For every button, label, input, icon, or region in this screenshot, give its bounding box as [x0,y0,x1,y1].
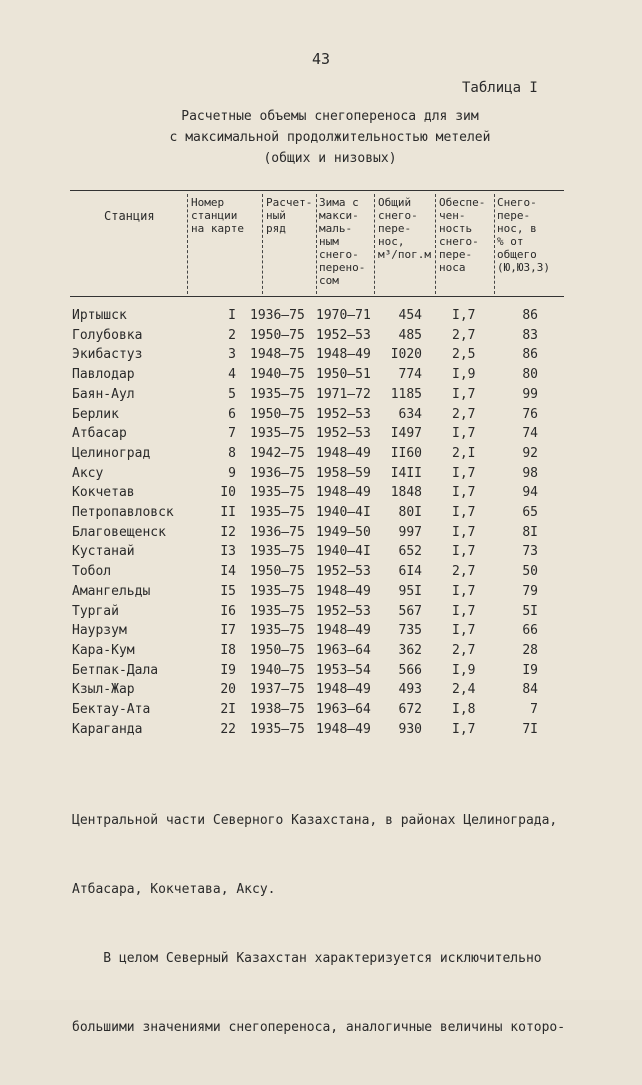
total-transfer-cell: 1185 [390,386,422,402]
station-number-cell: 9 [228,465,236,481]
share-cell: 65 [522,505,538,520]
station-cell: Кустанай [72,544,135,560]
max-winter-cell: 1953–54 [316,662,371,678]
table-title-line: (общих и низовых) [263,151,397,166]
total-transfer-cell: 634 [398,406,422,422]
total-transfer-cell: I020 [390,347,422,363]
calc-span-cell: 1935–75 [250,721,305,737]
total-transfer-cell: 80I [398,505,422,520]
station-number-cell: I3 [220,544,236,560]
calc-span-cell: 1935–75 [250,623,305,639]
provision-cell: I,7 [452,524,476,540]
max-winter-cell: 1952–53 [316,564,371,580]
table-row [0,604,642,624]
total-transfer-cell: 774 [398,367,422,383]
table-row [0,407,642,427]
calc-span-cell: 1936–75 [250,524,305,540]
body-paragraph [72,763,592,1085]
station-number-cell: I8 [220,642,236,658]
share-cell: 86 [522,308,538,323]
body-line: В целом Северный Казахстан характеризуется исключительно [72,951,542,966]
station-cell: Аксу [72,465,104,481]
table-row [0,584,642,604]
table-row [0,387,642,407]
station-number-cell: I7 [220,623,236,639]
calc-span-cell: 1935–75 [250,583,305,599]
header-provision: Обеспе- чен- ность снего- пере- носа [439,196,486,274]
max-winter-cell: 1952–53 [316,327,371,343]
station-number-cell: I2 [220,524,236,540]
station-number-cell: 7 [228,426,236,442]
station-cell: Кзыл-Жар [72,682,135,698]
max-winter-cell: 1948–49 [316,721,371,737]
calc-span-cell: 1935–75 [250,505,305,520]
provision-cell: I,7 [452,603,476,619]
max-winter-cell: 1958–59 [316,465,371,481]
table-title-line: с максимальной продолжительностью метелей [169,130,491,145]
max-winter-cell: 1948–49 [316,485,371,501]
share-cell: 84 [522,682,538,698]
table-row [0,643,642,663]
share-cell: 79 [522,583,538,599]
share-cell: 86 [522,347,538,363]
provision-cell: I,7 [452,485,476,501]
max-winter-cell: 1948–49 [316,583,371,599]
total-transfer-cell: 95I [398,583,422,599]
total-transfer-cell: 485 [398,327,422,343]
column-separator [374,194,375,294]
calc-span-cell: 1935–75 [250,544,305,560]
provision-cell: 2,7 [452,327,476,343]
table-title [80,106,580,169]
calc-span-cell: 1935–75 [250,485,305,501]
station-number-cell: I9 [220,662,236,678]
provision-cell: I,7 [452,623,476,639]
max-winter-cell: 1948–49 [316,347,371,363]
max-winter-cell: 1952–53 [316,603,371,619]
share-cell: 8I [522,524,538,540]
share-cell: 76 [522,406,538,422]
share-cell: 98 [522,465,538,481]
header-station: Станция [104,209,155,223]
total-transfer-cell: 652 [398,544,422,560]
provision-cell: I,7 [452,308,476,323]
station-number-cell: 8 [228,445,236,461]
table-row [0,564,642,584]
station-number-cell: I6 [220,603,236,619]
header-total-transfer: Общий снего- пере- нос, м³/пог.м [378,196,431,261]
station-cell: Голубовка [72,327,143,343]
station-cell: Амангельды [72,583,151,599]
station-cell: Тургай [72,603,119,619]
calc-span-cell: 1940–75 [250,367,305,383]
calc-span-cell: 1937–75 [250,682,305,698]
table-row [0,505,642,525]
station-number-cell: II [220,505,236,520]
table-row [0,426,642,446]
station-cell: Атбасар [72,426,127,442]
table-row [0,663,642,683]
calc-span-cell: 1935–75 [250,603,305,619]
provision-cell: I,7 [452,465,476,481]
max-winter-cell: 1949–50 [316,524,371,540]
station-number-cell: I5 [220,583,236,599]
station-cell: Бектау-Ата [72,702,151,717]
share-cell: 7I [522,721,538,737]
max-winter-cell: 1940–4I [316,505,371,520]
station-number-cell: 6 [228,406,236,422]
share-cell: 92 [522,445,538,461]
station-cell: Благовещенск [72,524,166,540]
station-number-cell: 4 [228,367,236,383]
table-label: Таблица I [462,80,538,96]
table-row [0,367,642,387]
calc-span-cell: 1935–75 [250,426,305,442]
column-separator [494,194,495,294]
provision-cell: 2,7 [452,564,476,580]
share-cell: 80 [522,367,538,383]
station-cell: Берлик [72,406,119,422]
column-separator [262,194,263,294]
share-cell: 50 [522,564,538,580]
share-cell: 28 [522,642,538,658]
body-line: Атбасара, Кокчетава, Аксу. [72,882,276,897]
table-row [0,347,642,367]
table-top-rule [70,190,564,191]
calc-span-cell: 1950–75 [250,406,305,422]
table-row [0,722,642,742]
total-transfer-cell: 997 [398,524,422,540]
total-transfer-cell: 672 [398,702,422,717]
share-cell: 66 [522,623,538,639]
column-separator [435,194,436,294]
share-cell: 99 [522,386,538,402]
calc-span-cell: 1950–75 [250,564,305,580]
station-cell: Караганда [72,721,143,737]
table-header-rule [70,296,564,297]
total-transfer-cell: 930 [398,721,422,737]
station-cell: Иртышск [72,308,127,323]
max-winter-cell: 1971–72 [316,386,371,402]
provision-cell: 2,4 [452,682,476,698]
total-transfer-cell: 735 [398,623,422,639]
header-station-number: Номер станции на карте [191,196,244,235]
total-transfer-cell: 1848 [390,485,422,501]
total-transfer-cell: I497 [390,426,422,442]
table-row [0,446,642,466]
body-line: Центральной части Северного Казахстана, в районах Целинограда, [72,813,558,828]
table-row [0,308,642,328]
column-separator [316,194,317,294]
table-row [0,544,642,564]
max-winter-cell: 1940–4I [316,544,371,560]
provision-cell: I,7 [452,583,476,599]
calc-span-cell: 1940–75 [250,662,305,678]
share-cell: 94 [522,485,538,501]
provision-cell: 2,I [452,445,476,461]
calc-span-cell: 1936–75 [250,308,305,323]
provision-cell: I,9 [452,662,476,678]
station-number-cell: 5 [228,386,236,402]
max-winter-cell: 1952–53 [316,406,371,422]
max-winter-cell: 1963–64 [316,702,371,717]
provision-cell: I,8 [452,702,476,717]
table-row [0,623,642,643]
share-cell: 83 [522,327,538,343]
max-winter-cell: 1950–51 [316,367,371,383]
table-row [0,328,642,348]
station-number-cell: I [228,308,236,323]
provision-cell: 2,7 [452,642,476,658]
table-row [0,682,642,702]
station-cell: Баян-Аул [72,386,135,402]
calc-span-cell: 1938–75 [250,702,305,717]
max-winter-cell: 1970–71 [316,308,371,323]
provision-cell: I,7 [452,544,476,560]
share-cell: 7 [530,702,538,717]
provision-cell: 2,5 [452,347,476,363]
max-winter-cell: 1963–64 [316,642,371,658]
station-cell: Кара-Кум [72,642,135,658]
calc-span-cell: 1936–75 [250,465,305,481]
station-cell: Тобол [72,564,112,580]
calc-span-cell: 1950–75 [250,642,305,658]
station-cell: Целиноград [72,445,151,461]
station-cell: Павлодар [72,367,135,383]
station-number-cell: I0 [220,485,236,501]
body-line: большими значениями снегопереноса, аналогичные величины которо- [72,1020,566,1035]
table-row [0,466,642,486]
table-row [0,525,642,545]
share-cell: 74 [522,426,538,442]
share-cell: 73 [522,544,538,560]
total-transfer-cell: 362 [398,642,422,658]
station-number-cell: 2 [228,327,236,343]
total-transfer-cell: 566 [398,662,422,678]
provision-cell: I,7 [452,386,476,402]
provision-cell: I,7 [452,721,476,737]
provision-cell: 2,7 [452,406,476,422]
max-winter-cell: 1948–49 [316,445,371,461]
max-winter-cell: 1948–49 [316,623,371,639]
station-cell: Экибастуз [72,347,143,363]
total-transfer-cell: 454 [398,308,422,323]
total-transfer-cell: 567 [398,603,422,619]
station-cell: Кокчетав [72,485,135,501]
provision-cell: I,9 [452,367,476,383]
calc-span-cell: 1935–75 [250,386,305,402]
page-number: 43 [311,50,331,68]
header-max-winter: Зима с макси- маль- ным снего- перено- сом [319,196,366,287]
station-number-cell: I4 [220,564,236,580]
max-winter-cell: 1952–53 [316,426,371,442]
station-number-cell: 3 [228,347,236,363]
calc-span-cell: 1950–75 [250,327,305,343]
header-calc-span: Расчет- ный ряд [266,196,313,235]
share-cell: I9 [522,662,538,678]
table-row [0,702,642,722]
station-number-cell: 20 [220,682,236,698]
calc-span-cell: 1948–75 [250,347,305,363]
station-number-cell: 2I [220,702,236,717]
table-title-line: Расчетные объемы снегопереноса для зим [181,109,479,124]
column-separator [187,194,188,294]
calc-span-cell: 1942–75 [250,445,305,461]
station-cell: Бетпак-Дала [72,662,159,678]
max-winter-cell: 1948–49 [316,682,371,698]
total-transfer-cell: 493 [398,682,422,698]
total-transfer-cell: 6I4 [398,564,422,580]
provision-cell: I,7 [452,505,476,520]
station-cell: Петропавловск [72,505,174,520]
table-row [0,485,642,505]
header-share: Снего- пере- нос, в % от общего (Ю,ЮЗ,З) [497,196,550,274]
share-cell: 5I [522,603,538,619]
provision-cell: I,7 [452,426,476,442]
station-cell: Наурзум [72,623,127,639]
station-number-cell: 22 [220,721,236,737]
total-transfer-cell: II60 [390,445,422,461]
total-transfer-cell: I4II [390,465,422,481]
